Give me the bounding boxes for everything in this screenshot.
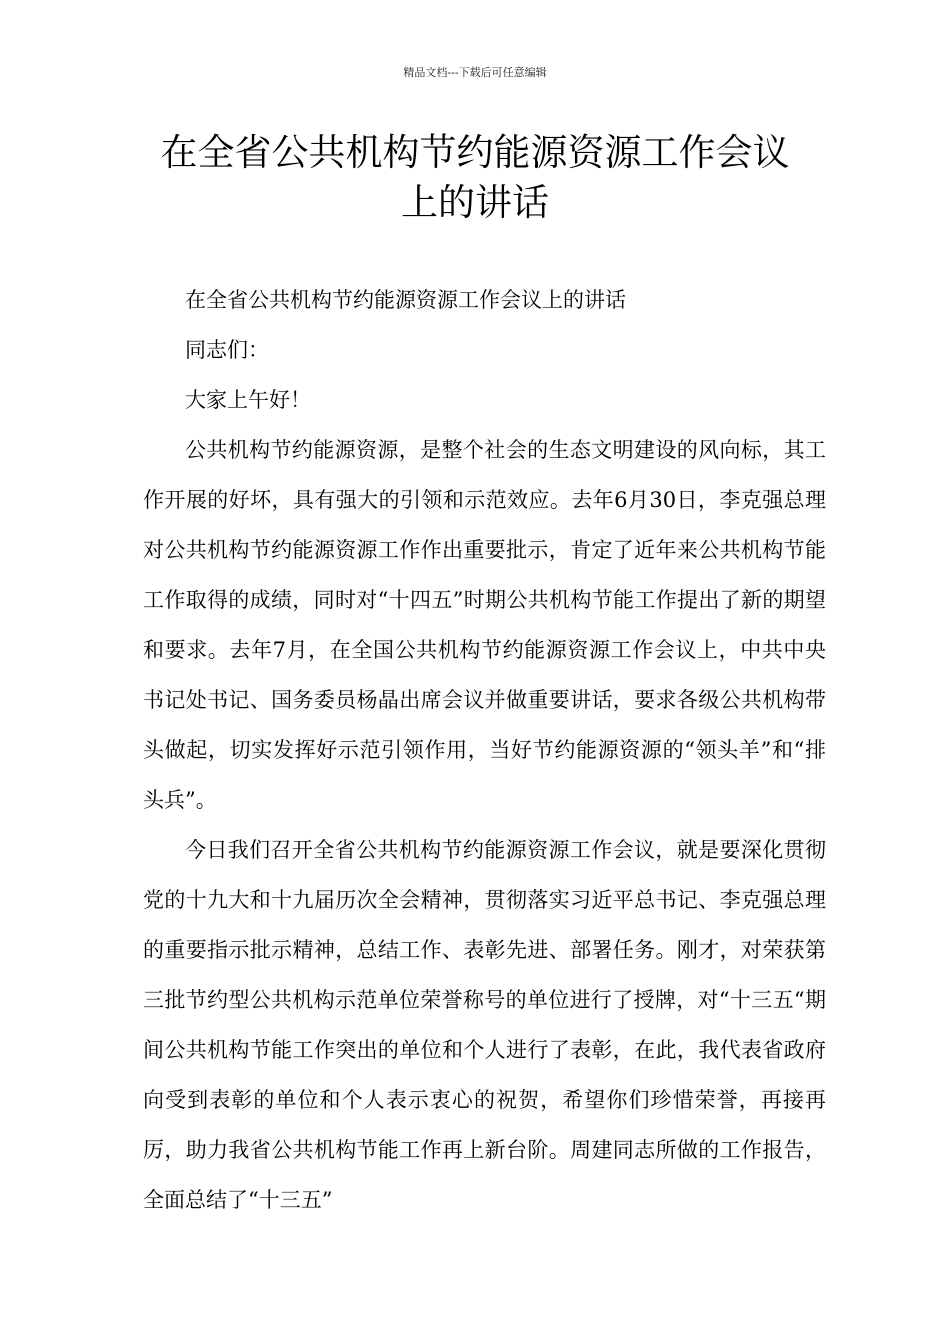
paragraph-body: 今日我们召开全省公共机构节约能源资源工作会议，就是要深化贯彻党的十九大和十九届历次全会精神，贯彻落实习近平总书记、李克强总理的重要指示批示精神，总结工作、表彰先进、部署任务。刚才，对荣获第三批节约型公共机构示范单位荣誉称号的单位进行了授牌，对“十三五“期间公共机构节能工作突出的单位和个人进行了表彰，在此，我代表省政府向受到表彰的单位和个人表示衷心的祝贺，希望你们珍惜荣誉，再接再厉，助力我省公共机构节能工作再上新台阶。周建同志所做的工作报告，全面总结了“十三五” bbox=[143, 838, 826, 1212]
paragraph-greeting: 大家上午好！ bbox=[185, 388, 311, 412]
document-body bbox=[143, 275, 826, 1225]
header-note: 精品文档---下载后可任意编辑 bbox=[403, 66, 547, 79]
document-title bbox=[120, 128, 830, 228]
title-line-1: 在全省公共机构节约能源资源工作会议 bbox=[160, 131, 790, 174]
title-line-2: 上的讲话 bbox=[401, 181, 549, 224]
paragraph-salutation: 同志们： bbox=[185, 338, 269, 362]
paragraph-body: 公共机构节约能源资源，是整个社会的生态文明建设的风向标，其工作开展的好坏，具有强大的引领和示范效应。去年6月30日，李克强总理对公共机构节约能源资源工作作出重要批示，肯定了近年来公共机构节能工作取得的成绩，同时对“十四五”时期公共机构节能工作提出了新的期望和要求。去年7月，在全国公共机构节约能源资源工作会议上，中共中央书记处书记、国务委员杨晶出席会议并做重要讲话，要求各级公共机构带头做起，切实发挥好示范引领作用，当好节约能源资源的“领头羊”和“排头兵”。 bbox=[143, 438, 826, 812]
paragraph-subtitle: 在全省公共机构节约能源资源工作会议上的讲话 bbox=[185, 288, 626, 312]
